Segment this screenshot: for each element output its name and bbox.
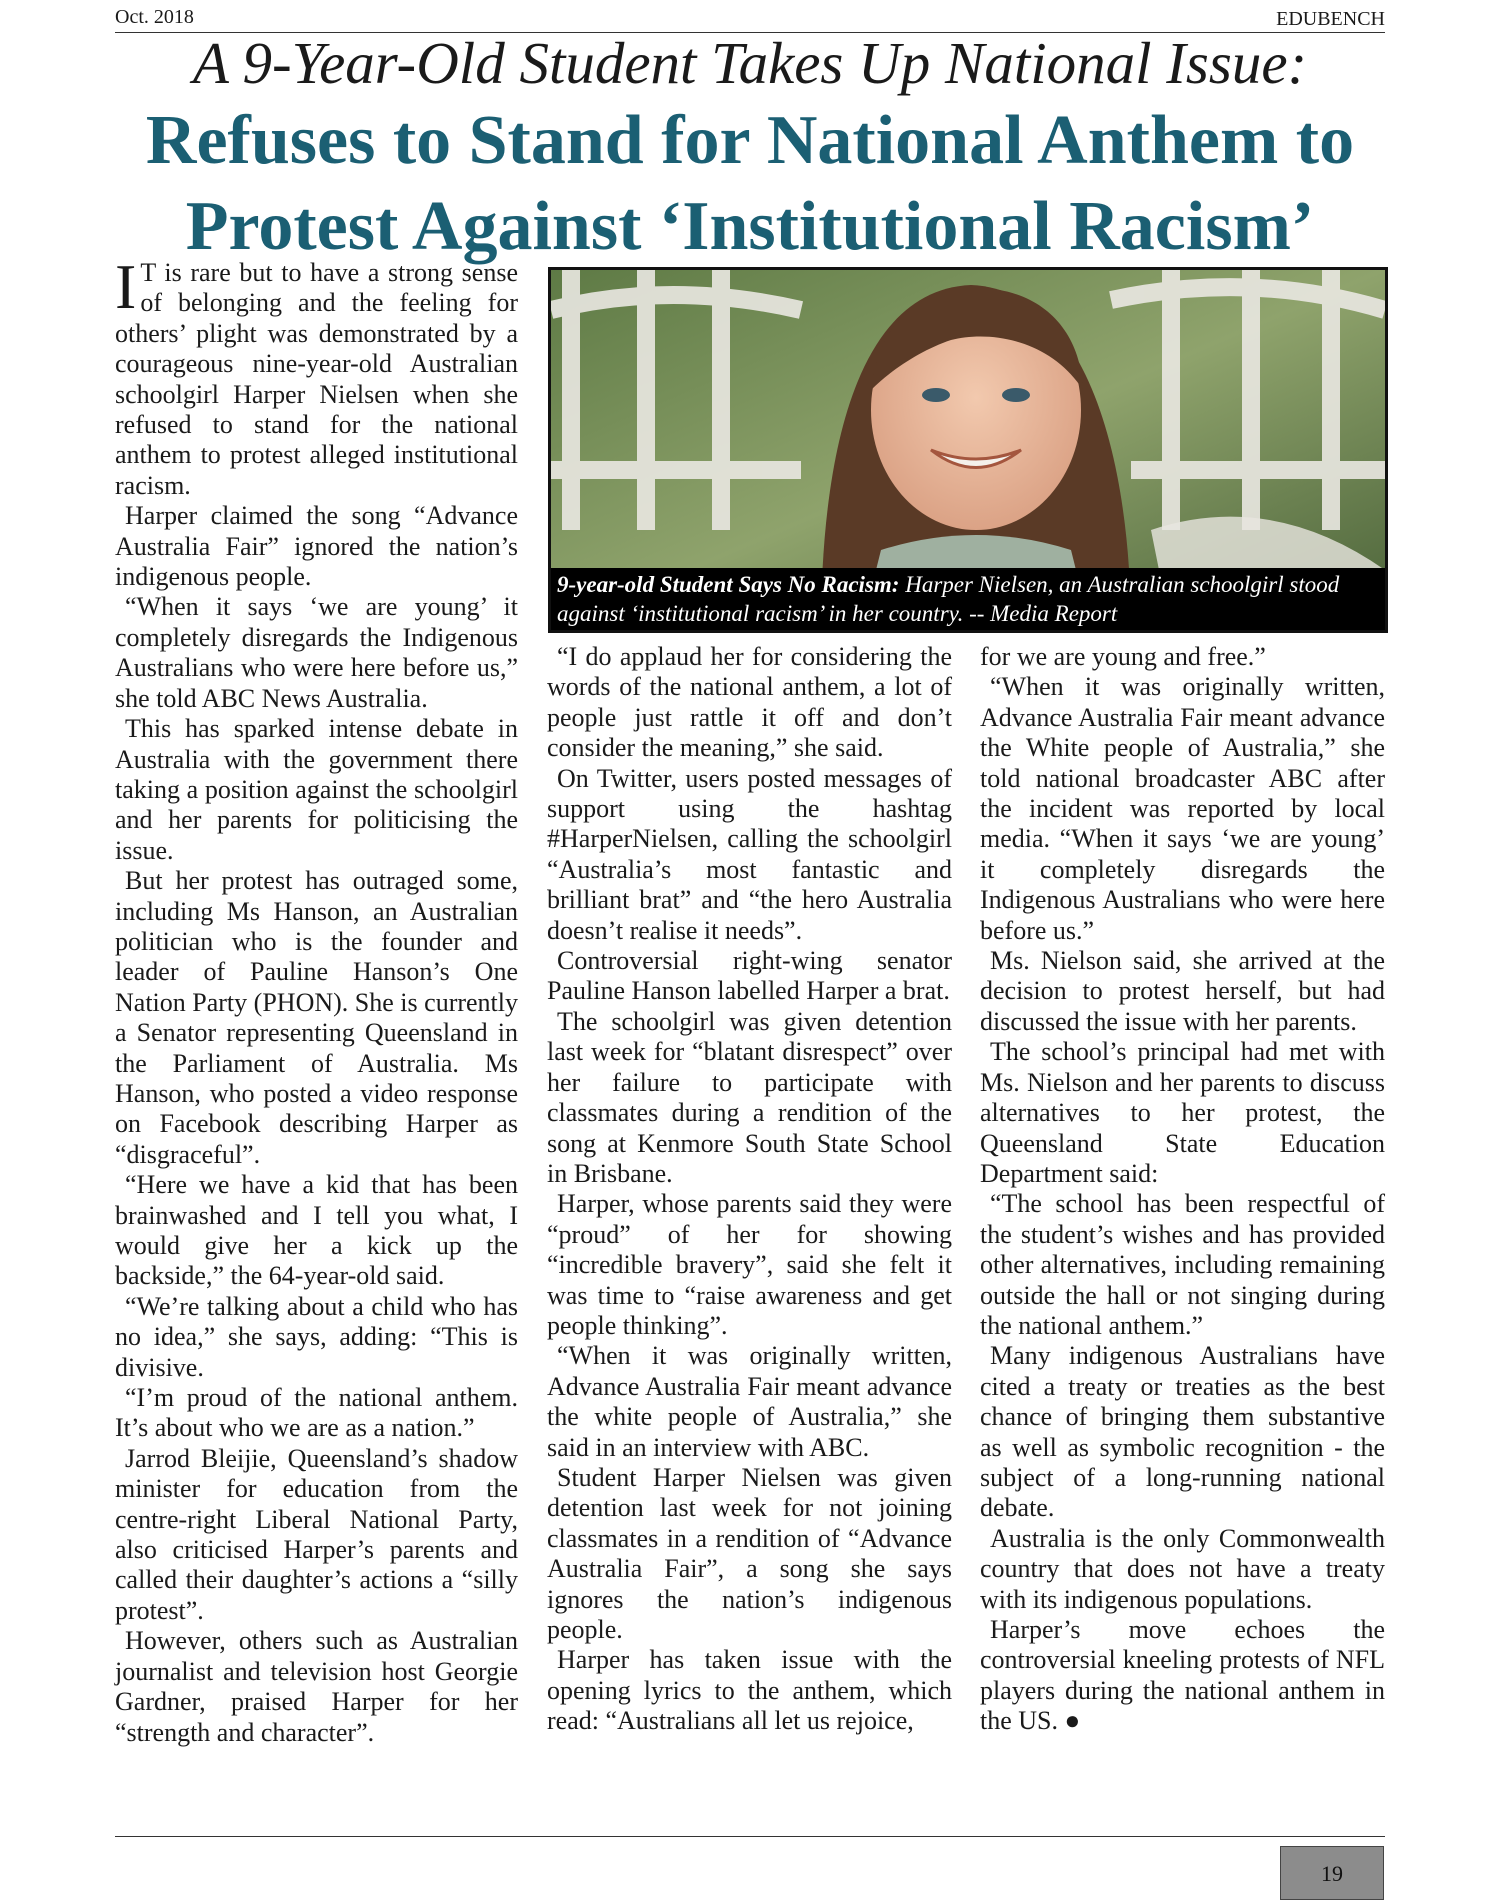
article-paragraph: Jarrod Bleijie, Queensland’s shadow minister for education from the centre-right Liberal National Party, also criticised Harper’s parents and called their daughter’s actions a “silly protest”. [115,1443,518,1625]
article-paragraph: “When it was originally written, Advance Australia Fair meant advance the white people of Australia,” she said in an interview with ABC. [547,1341,952,1462]
page-header [115,6,1385,33]
caption-title: 9-year-old Student Says No Racism: [557,572,900,597]
article-paragraph: “Here we have a kid that has been brainwashed and I tell you what, I would give her a kick up the backside,” the 64-year-old said. [115,1170,518,1291]
article-paragraph: Harper, whose parents said they were “proud” of her for showing “incredible bravery”, said she felt it was time to “raise awareness and get people thinking”. [547,1189,952,1340]
article-paragraph: However, others such as Australian journalist and television host Georgie Gardner, praised Harper for her “strength and character”. [115,1626,518,1747]
article-paragraph: “I’m proud of the national anthem. It’s about who we are as a nation.” [115,1383,518,1443]
article-paragraph: Harper has taken issue with the opening lyrics to the anthem, which read: “Australians all let us rejoice, [547,1645,952,1736]
headline-line-1: Refuses to Stand for National Anthem to [145,102,1355,179]
article-paragraph: “I do applaud her for considering the words of the national anthem, a lot of people just rattle it off and don’t consider the meaning,” she said. [547,642,952,763]
article-paragraph: The schoolgirl was given detention last week for “blatant disrespect” over her failure to participate with classmates during a rendition of the song at Kenmore South State School in Brisbane. [547,1006,952,1188]
article-paragraph: Controversial right-wing senator Pauline Hanson labelled Harper a brat. [547,946,952,1006]
article-paragraph: “When it says ‘we are young’ it completely disregards the Indigenous Australians who were here before us,” she told ABC News Australia. [115,592,518,713]
article-column-1 [115,251,518,1748]
article-photo [548,267,1388,633]
article-paragraph: Student Harper Nielsen was given detention last week for not joining classmates in a rendition of “Advance Australia Fair”, a song she says ignores the nation’s indigenous people. [547,1462,952,1644]
article-paragraph: Harper claimed the song “Advance Australia Fair” ignored the nation’s indigenous people. [115,501,518,592]
article-paragraph: Ms. Nielson said, she arrived at the decision to protest herself, but had discussed the issue with her parents. [980,946,1385,1036]
article-column-3 [980,642,1385,1737]
article-paragraph: Australia is the only Commonwealth country that does not have a treaty with its indigenous populations. [980,1523,1385,1614]
photo-caption [551,568,1385,630]
article-paragraph: “When it was originally written, Advance Australia Fair meant advance the White people of Australia,” she told national broadcaster ABC after the incident was reported by local media. “When it says ‘we are young’ it completely disregards the Indigenous Australians who were here before us.” [980,672,1385,945]
article-paragraph [115,251,518,501]
article-paragraph: for we are young and free.” [980,642,1266,671]
headline-kicker: A 9-Year-Old Student Takes Up National Issue: [192,30,1308,96]
article-paragraph: But her protest has outraged some, including Ms Hanson, an Australian politician who is the founder and leader of Pauline Hanson’s One Nation Party (PHON). She is currently a Senator representing Queensland in the Parliament of Australia. Ms Hanson, who posted a video response on Facebook describing Harper as “disgraceful”. [115,866,518,1169]
caption-text: Harper Nielsen, an Australian schoolgirl stood against ‘institutional racism’ in her country. -- Media Report [557,572,1340,626]
article-column-2 [547,642,952,1737]
footer-divider [115,1836,1385,1837]
publication-name: EDUBENCH [1276,8,1385,30]
headline [115,98,1385,270]
article-paragraph: Harper’s move echoes the controversial kneeling protests of NFL players during the national anthem in the US. ● [980,1615,1385,1736]
article-paragraph: Many indigenous Australians have cited a treaty or treaties as the best chance of bringing them substantive as well as symbolic recognition - the subject of a long-running national debate. [980,1341,1385,1523]
drop-cap: I [115,251,137,322]
article-paragraph: “The school has been respectful of the student’s wishes and has provided other alternatives, including remaining outside the hall or not singing during the national anthem.” [980,1189,1385,1340]
article-paragraph: “We’re talking about a child who has no idea,” she says, adding: “This is divisive. [115,1291,518,1382]
article-paragraph: The school’s principal had met with Ms. Nielson and her parents to discuss alternatives to her protest, the Queensland State Education Department said: [980,1037,1385,1188]
article-paragraph: On Twitter, users posted messages of support using the hashtag #HarperNielsen, calling the schoolgirl “Australia’s most fantastic and brilliant brat” and “the hero Australia doesn’t realise it needs”. [547,763,952,945]
headline-line-2: Protest Against ‘Institutional Racism’ [185,188,1315,265]
article-paragraph: This has sparked intense debate in Australia with the government there taking a position against the schoolgirl and her parents for politicising the issue. [115,714,518,865]
page-number: 19 [1280,1846,1384,1900]
issue-date: Oct. 2018 [115,6,194,28]
lead-paragraph-text: T is rare but to have a strong sense of belonging and the feeling for others’ plight was demonstrated by a courageous nine-year-old Australian schoolgirl Harper Nielsen when she refused to stand for the national anthem to protest alleged institutional racism. [115,258,518,500]
